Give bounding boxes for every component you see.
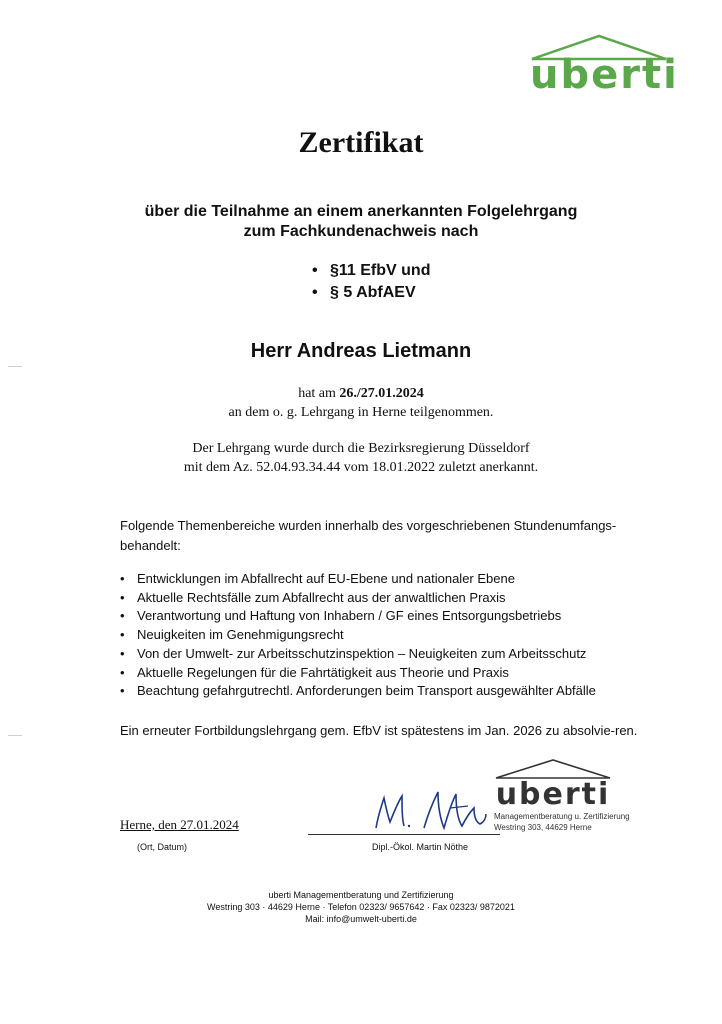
- company-stamp: [490, 756, 660, 836]
- regulation-item: • §11 EfbV und: [312, 262, 431, 279]
- signer-name: Dipl.-Ökol. Martin Nöthe: [372, 842, 469, 852]
- attendance-course-line: an dem o. g. Lehrgang in Herne teilgenommen.: [228, 405, 494, 420]
- renewal-note: Ein erneuter Fortbildungslehrgang gem. EfbV ist spätestens im Jan. 2026 zu absolvie-ren.: [120, 723, 638, 738]
- participant-name: Herr Andreas Lietmann: [250, 340, 472, 362]
- topics-intro: Folgende Themenbereiche wurden innerhalb des vorgeschriebenen Stundenumfangs-behandelt:: [120, 518, 617, 553]
- company-logo: [528, 33, 679, 99]
- subtitle-line-1: über die Teilnahme an einem anerkannten Folgelehrgang: [144, 203, 578, 220]
- place-date-label: (Ort, Datum): [137, 842, 188, 852]
- logo-brand-text: uberti: [530, 52, 679, 98]
- stamp-line-1: Managementberatung u. Zertifizierung: [494, 812, 630, 821]
- place-date: Herne, den 27.01.2024: [120, 817, 239, 832]
- recognition-line-1: Der Lehrgang wurde durch die Bezirksregierung Düsseldorf: [192, 441, 530, 456]
- footer-line-1: uberti Managementberatung und Zertifizierung: [268, 890, 454, 900]
- topic-item: • Entwicklungen im Abfallrecht auf EU-Ebene und nationaler Ebene: [120, 571, 515, 586]
- topic-item: • Aktuelle Regelungen für die Fahrtätigkeit aus Theorie und Praxis: [120, 664, 509, 680]
- topic-item: • Beachtung gefahrgutrechtl. Anforderungen beim Transport ausgewählter Abfälle: [120, 683, 596, 699]
- handwritten-signature: [368, 778, 498, 838]
- attendance-date-line: hat am 26./27.01.2024: [298, 386, 424, 401]
- certificate-title: Zertifikat: [298, 126, 424, 159]
- topics-list: [120, 570, 650, 701]
- attendance-date: 26./27.01.2024: [339, 386, 424, 401]
- topic-item: • Verantwortung und Haftung von Inhabern / GF eines Entsorgungsbetriebs: [120, 608, 562, 624]
- footer-line-3: Mail: info@umwelt-uberti.de: [305, 914, 417, 924]
- recognition-line-2: mit dem Az. 52.04.93.34.44 vom 18.01.2022 zuletzt anerkannt.: [183, 460, 539, 475]
- topic-item: • Von der Umwelt- zur Arbeitsschutzinspektion – Neuigkeiten zum Arbeitsschutz: [120, 645, 587, 661]
- topic-item: • Aktuelle Rechtsfälle zum Abfallrecht aus der anwaltlichen Praxis: [120, 589, 506, 605]
- footer: [0, 889, 722, 925]
- stamp-line-2: Westring 303, 44629 Herne: [494, 823, 592, 832]
- signature-line: [308, 834, 500, 835]
- margin-mark: [8, 366, 22, 367]
- subtitle-line-2: zum Fachkundenachweis nach: [243, 223, 479, 240]
- footer-line-2: Westring 303 · 44629 Herne · Telefon 02323/ 9657642 · Fax 02323/ 9872021: [207, 902, 515, 912]
- regulation-list: [312, 260, 430, 304]
- topic-item: • Neuigkeiten im Genehmigungsrecht: [120, 627, 344, 643]
- regulation-item: • § 5 AbfAEV: [312, 284, 416, 301]
- margin-mark: [8, 735, 22, 736]
- certificate-subtitle: [0, 202, 722, 242]
- stamp-brand-text: uberti: [495, 777, 611, 812]
